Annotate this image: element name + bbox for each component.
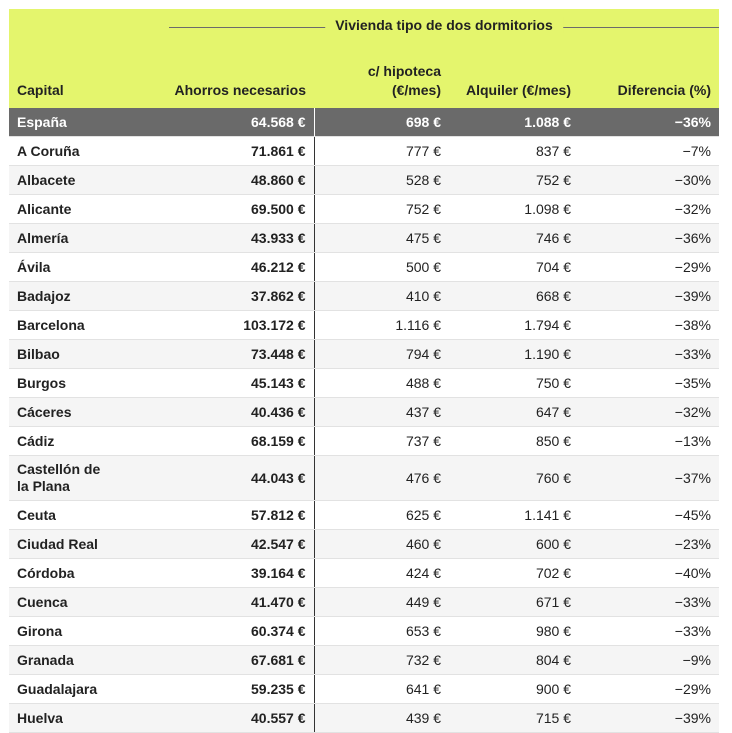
cell-alquiler: 850 € <box>449 427 579 456</box>
total-alquiler: 1.088 € <box>449 108 579 137</box>
table-row <box>9 282 719 311</box>
cell-hipoteca: 528 € <box>314 166 449 195</box>
cell-alquiler: 804 € <box>449 646 579 675</box>
cell-hipoteca: 641 € <box>314 675 449 704</box>
cell-ahorros: 42.547 € <box>119 530 314 559</box>
column-header-ahorros: Ahorros necesarios <box>119 45 314 108</box>
table-row <box>9 646 719 675</box>
total-ahorros: 64.568 € <box>119 108 314 137</box>
total-hipoteca: 698 € <box>314 108 449 137</box>
table-row <box>9 195 719 224</box>
cell-alquiler: 980 € <box>449 617 579 646</box>
cell-diferencia: −33% <box>579 588 719 617</box>
column-header-hipoteca: c/ hipoteca (€/mes) <box>314 45 449 108</box>
cell-alquiler: 837 € <box>449 137 579 166</box>
cell-alquiler: 1.141 € <box>449 501 579 530</box>
cell-diferencia: −30% <box>579 166 719 195</box>
cell-diferencia: −29% <box>579 675 719 704</box>
cell-alquiler: 746 € <box>449 224 579 253</box>
cell-capital: A Coruña <box>9 137 119 166</box>
cell-diferencia: −40% <box>579 559 719 588</box>
cell-capital: Alicante <box>9 195 119 224</box>
cell-capital: Bilbao <box>9 340 119 369</box>
cell-diferencia: −13% <box>579 427 719 456</box>
cell-ahorros: 43.933 € <box>119 224 314 253</box>
cell-diferencia: −33% <box>579 617 719 646</box>
cell-ahorros: 67.681 € <box>119 646 314 675</box>
cell-hipoteca: 737 € <box>314 427 449 456</box>
cell-ahorros: 103.172 € <box>119 311 314 340</box>
cell-hipoteca: 449 € <box>314 588 449 617</box>
cell-ahorros: 68.159 € <box>119 427 314 456</box>
cell-ahorros: 45.143 € <box>119 369 314 398</box>
cell-diferencia: −32% <box>579 195 719 224</box>
table-row <box>9 398 719 427</box>
table-row <box>9 253 719 282</box>
column-header-alquiler: Alquiler (€/mes) <box>449 45 579 108</box>
cell-ahorros: 40.436 € <box>119 398 314 427</box>
column-header-row <box>9 45 719 108</box>
table-row <box>9 166 719 195</box>
cell-hipoteca: 476 € <box>314 456 449 501</box>
table-row <box>9 530 719 559</box>
cell-capital: Cáceres <box>9 398 119 427</box>
table-row <box>9 675 719 704</box>
cell-diferencia: −36% <box>579 224 719 253</box>
cell-hipoteca: 732 € <box>314 646 449 675</box>
total-row <box>9 108 719 137</box>
table-row <box>9 340 719 369</box>
cell-hipoteca: 777 € <box>314 137 449 166</box>
table-row <box>9 501 719 530</box>
group-header-cell <box>9 9 719 45</box>
cell-alquiler: 668 € <box>449 282 579 311</box>
cell-capital: Albacete <box>9 166 119 195</box>
cell-hipoteca: 424 € <box>314 559 449 588</box>
cell-alquiler: 671 € <box>449 588 579 617</box>
cell-ahorros: 44.043 € <box>119 456 314 501</box>
cell-alquiler: 752 € <box>449 166 579 195</box>
cell-diferencia: −32% <box>579 398 719 427</box>
table-row <box>9 456 719 501</box>
column-header-diferencia: Diferencia (%) <box>579 45 719 108</box>
cell-alquiler: 900 € <box>449 675 579 704</box>
cell-diferencia: −33% <box>579 340 719 369</box>
cell-diferencia: −37% <box>579 456 719 501</box>
column-header-capital: Capital <box>9 45 119 108</box>
cell-hipoteca: 500 € <box>314 253 449 282</box>
cell-diferencia: −38% <box>579 311 719 340</box>
cell-hipoteca: 752 € <box>314 195 449 224</box>
table-row <box>9 224 719 253</box>
cell-alquiler: 702 € <box>449 559 579 588</box>
cell-capital: Guadalajara <box>9 675 119 704</box>
cell-capital: Ávila <box>9 253 119 282</box>
table-container <box>9 9 719 733</box>
cell-capital: Barcelona <box>9 311 119 340</box>
cell-hipoteca: 475 € <box>314 224 449 253</box>
cell-hipoteca: 794 € <box>314 340 449 369</box>
total-capital: España <box>9 108 119 137</box>
cell-alquiler: 715 € <box>449 704 579 733</box>
cell-ahorros: 39.164 € <box>119 559 314 588</box>
cell-alquiler: 1.098 € <box>449 195 579 224</box>
cell-hipoteca: 488 € <box>314 369 449 398</box>
group-header-row <box>9 9 719 45</box>
cell-ahorros: 71.861 € <box>119 137 314 166</box>
total-diferencia: −36% <box>579 108 719 137</box>
cell-capital: Huelva <box>9 704 119 733</box>
cell-diferencia: −35% <box>579 369 719 398</box>
cell-capital: Castellón de la Plana <box>9 456 119 501</box>
cell-capital: Badajoz <box>9 282 119 311</box>
housing-table <box>9 9 719 733</box>
table-row <box>9 588 719 617</box>
cell-hipoteca: 460 € <box>314 530 449 559</box>
cell-capital: Granada <box>9 646 119 675</box>
table-row <box>9 137 719 166</box>
cell-diferencia: −29% <box>579 253 719 282</box>
cell-hipoteca: 653 € <box>314 617 449 646</box>
cell-ahorros: 60.374 € <box>119 617 314 646</box>
cell-diferencia: −23% <box>579 530 719 559</box>
cell-diferencia: −39% <box>579 282 719 311</box>
table-row <box>9 369 719 398</box>
cell-capital: Burgos <box>9 369 119 398</box>
cell-capital: Ceuta <box>9 501 119 530</box>
table-row <box>9 427 719 456</box>
cell-ahorros: 59.235 € <box>119 675 314 704</box>
cell-capital: Ciudad Real <box>9 530 119 559</box>
cell-alquiler: 760 € <box>449 456 579 501</box>
table-row <box>9 704 719 733</box>
cell-hipoteca: 410 € <box>314 282 449 311</box>
cell-diferencia: −7% <box>579 137 719 166</box>
cell-alquiler: 647 € <box>449 398 579 427</box>
cell-alquiler: 1.794 € <box>449 311 579 340</box>
cell-hipoteca: 439 € <box>314 704 449 733</box>
table-row <box>9 559 719 588</box>
cell-diferencia: −9% <box>579 646 719 675</box>
cell-ahorros: 40.557 € <box>119 704 314 733</box>
cell-hipoteca: 437 € <box>314 398 449 427</box>
cell-alquiler: 704 € <box>449 253 579 282</box>
cell-diferencia: −39% <box>579 704 719 733</box>
cell-hipoteca: 625 € <box>314 501 449 530</box>
cell-capital: Almería <box>9 224 119 253</box>
cell-ahorros: 41.470 € <box>119 588 314 617</box>
group-header-title: Vivienda tipo de dos dormitorios <box>325 17 563 33</box>
cell-ahorros: 46.212 € <box>119 253 314 282</box>
cell-ahorros: 37.862 € <box>119 282 314 311</box>
cell-ahorros: 48.860 € <box>119 166 314 195</box>
cell-capital: Córdoba <box>9 559 119 588</box>
cell-capital: Girona <box>9 617 119 646</box>
cell-capital: Cádiz <box>9 427 119 456</box>
cell-hipoteca: 1.116 € <box>314 311 449 340</box>
table-row <box>9 617 719 646</box>
cell-alquiler: 1.190 € <box>449 340 579 369</box>
cell-alquiler: 750 € <box>449 369 579 398</box>
cell-alquiler: 600 € <box>449 530 579 559</box>
table-row <box>9 311 719 340</box>
cell-capital: Cuenca <box>9 588 119 617</box>
cell-ahorros: 73.448 € <box>119 340 314 369</box>
cell-ahorros: 57.812 € <box>119 501 314 530</box>
cell-diferencia: −45% <box>579 501 719 530</box>
cell-ahorros: 69.500 € <box>119 195 314 224</box>
